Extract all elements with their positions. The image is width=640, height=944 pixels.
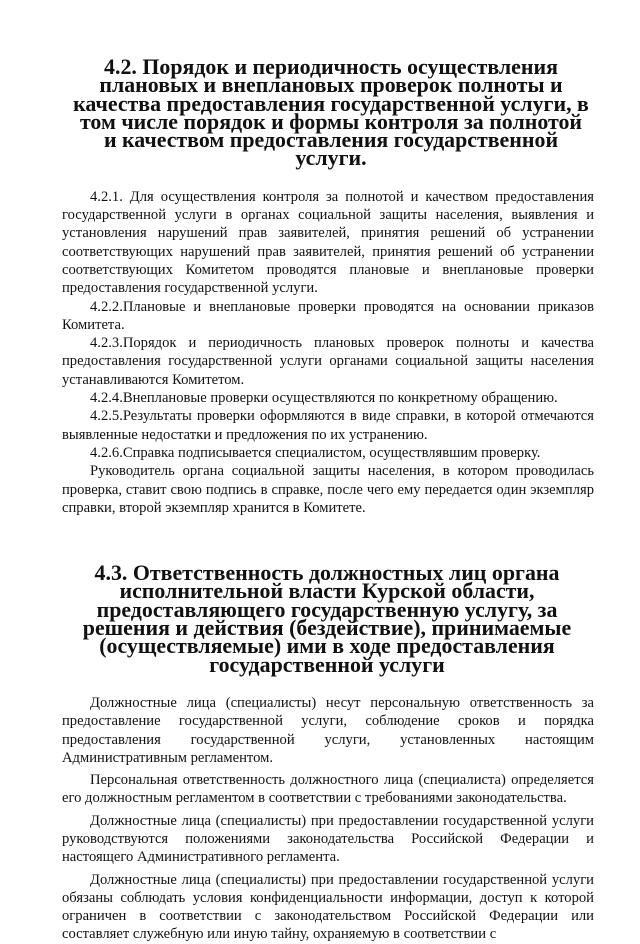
paragraph-4-2-1: 4.2.1. Для осуществления контроля за полнотой и качеством предоставления государственной услуги в органах социальной защиты населения, выявления и установления нарушений прав заявителей, принятия решений об устранении соответствующих нарушений прав заявителей, принятия решений об устранении соответствующих Комитетом проводятся плановые и внеплановые проверки предоставления государственной услуги. xyxy=(62,188,594,297)
paragraph-4-2-4: 4.2.4.Внеплановые проверки осуществляются по конкретному обращению. xyxy=(90,390,558,407)
paragraph-4-2-3: 4.2.3.Порядок и периодичность плановых проверок полноты и качества предоставления государственной услуги органами социальной защиты населения устанавливаются Комитетом. xyxy=(62,335,594,388)
paragraph-4-2-2: 4.2.2.Плановые и внеплановые проверки проводятся на основании приказов Комитета. xyxy=(62,298,594,333)
section-4-3-body xyxy=(62,694,594,944)
paragraph-4-3-responsibility: Должностные лица (специалисты) несут персональную ответственность за предоставление государственной услуги, соблюдение сроков и порядка предоставления государственной услуги, установленных настоящим Административным регламентом. xyxy=(62,694,594,766)
section-4-3-heading: 4.3. Ответственность должностных лиц органа исполнительной власти Курской области, предоставляющего государственную услугу, за решения и действия (бездействие), принимаемые (осуществляемые) ими в ходе предоставления государственной услуги xyxy=(82,560,572,677)
paragraph-4-2-head-signature: Руководитель органа социальной защиты населения, в котором проводилась проверка, ставит свою подпись в справке, после чего ему передается один экземпляр справки, второй экземпляр хранится в Комитете. xyxy=(62,463,594,516)
section-4-2-body xyxy=(62,188,594,517)
paragraph-4-3-confidentiality: Должностные лица (специалисты) при предоставлении государственной услуги обязаны соблюдать условия конфиденциальности информации, доступ к которой ограничен в соответствии с законодательством Российской Федерации или составляет служебную или иную тайну, охраняемую в соответствии с xyxy=(62,871,594,943)
paragraph-4-3-guided: Должностные лица (специалисты) при предоставлении государственной услуги руководствуются положениями законодательства Российской Федерации и настоящего Административного регламента. xyxy=(62,812,594,866)
document-page xyxy=(62,54,594,944)
paragraph-4-2-6: 4.2.6.Справка подписывается специалистом, осуществлявшим проверку. xyxy=(90,444,541,461)
section-4-2-heading: 4.2. Порядок и периодичность осуществления плановых и внеплановых проверок полноты и качества предоставления государственной услуги, в том числе порядок и формы контроля за полнотой и качеством предоставления государственной услуги. xyxy=(73,54,589,171)
paragraph-4-3-personal: Персональная ответственность должностного лица (специалиста) определяется его должностным регламентом в соответствии с требованиями законодательства. xyxy=(62,772,594,807)
paragraph-4-2-5: 4.2.5.Результаты проверки оформляются в виде справки, в которой отмечаются выявленные недостатки и предложения по их устранению. xyxy=(62,408,594,443)
